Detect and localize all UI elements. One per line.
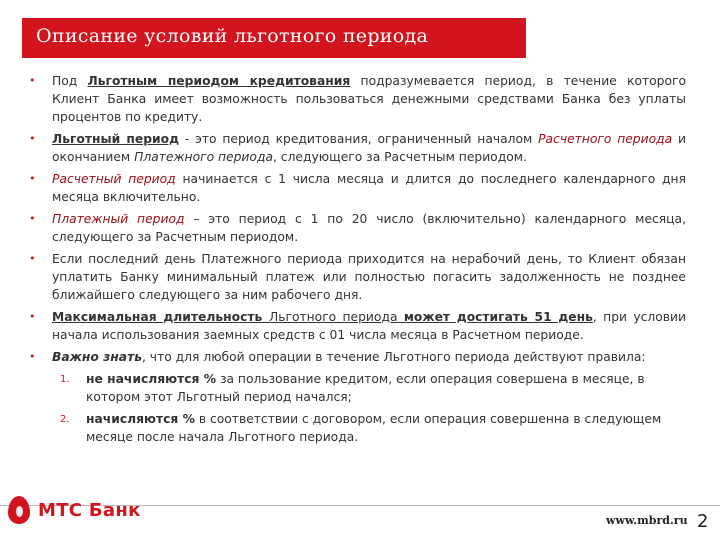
- bullet-icon: •: [29, 172, 36, 185]
- sub-item: 2. начисляются % в соответствии с договором, если операция совершенна в следующем месяце после начала Льготного периода.: [60, 412, 662, 444]
- term: Расчетного периода: [538, 132, 673, 146]
- bullet-icon: •: [29, 74, 36, 87]
- bullet-icon: •: [29, 132, 36, 145]
- content: [26, 72, 686, 450]
- bullet-icon: •: [29, 212, 36, 225]
- bullet-icon: •: [29, 252, 36, 265]
- bullet-item: • Важно знать, что для любой операции в течение Льготного периода действуют правила:: [29, 350, 646, 364]
- highlight: может достигать 51 день: [403, 310, 593, 324]
- sub-item-number: 1.: [60, 374, 70, 385]
- term: Платежный период: [52, 212, 185, 226]
- sub-item: 1. не начисляются % за пользование кредитом, если операция совершена в месяце, в котором этот Льготный период начался;: [60, 372, 645, 404]
- bank-logo-text: МТС Банк: [38, 500, 141, 521]
- bullet-item: • Максимальная длительность Льготного периода может достигать 51 день, при условии начала использования заемных средств с 01 числа месяца в Расчетном периоде.: [29, 310, 686, 342]
- term: Льготным периодом кредитования: [87, 74, 351, 88]
- bullet-item: • Льготный период - это период кредитования, ограниченный началом Расчетного периода и окончанием Платежного периода, следующего за Расчетным периодом.: [29, 132, 686, 164]
- sub-item-bold: не начисляются %: [86, 372, 217, 386]
- page-title: Описание условий льготного периода: [36, 25, 429, 47]
- term: Расчетный период: [52, 172, 176, 186]
- term: Льготный период: [52, 132, 180, 146]
- page-number: 2: [697, 511, 709, 532]
- bullet-item: • Если последний день Платежного периода приходится на нерабочий день, то Клиент обязан уплатить Банку минимальный платеж или полностью погасить задолженность не позднее ближайшего следующего за ним рабочего дня.: [29, 252, 686, 302]
- bullet-item: • Платежный период – это период с 1 по 20 число (включительно) календарного месяца, следующего за Расчетным периодом.: [29, 212, 686, 244]
- mts-egg-logo-icon: [8, 496, 30, 524]
- bullet-icon: •: [29, 350, 36, 363]
- term: Максимальная длительность: [52, 310, 269, 324]
- website-url: www.mbrd.ru: [606, 514, 688, 527]
- title-bar: [22, 18, 526, 58]
- term: Важно знать: [52, 350, 142, 364]
- bullet-icon: •: [29, 310, 36, 323]
- bullet-item: • Под Льготным периодом кредитования подразумевается период, в течение которого Клиент Банка имеет возможность пользоваться денежными средствами Банка без уплаты процентов по кредиту.: [29, 74, 686, 124]
- term: Платежного периода: [134, 150, 273, 164]
- sub-item-bold: начисляются %: [86, 412, 195, 426]
- sub-item-number: 2.: [60, 414, 70, 425]
- bullet-item: • Расчетный период начинается с 1 числа месяца и длится до последнего календарного дня месяца включительно.: [29, 172, 686, 204]
